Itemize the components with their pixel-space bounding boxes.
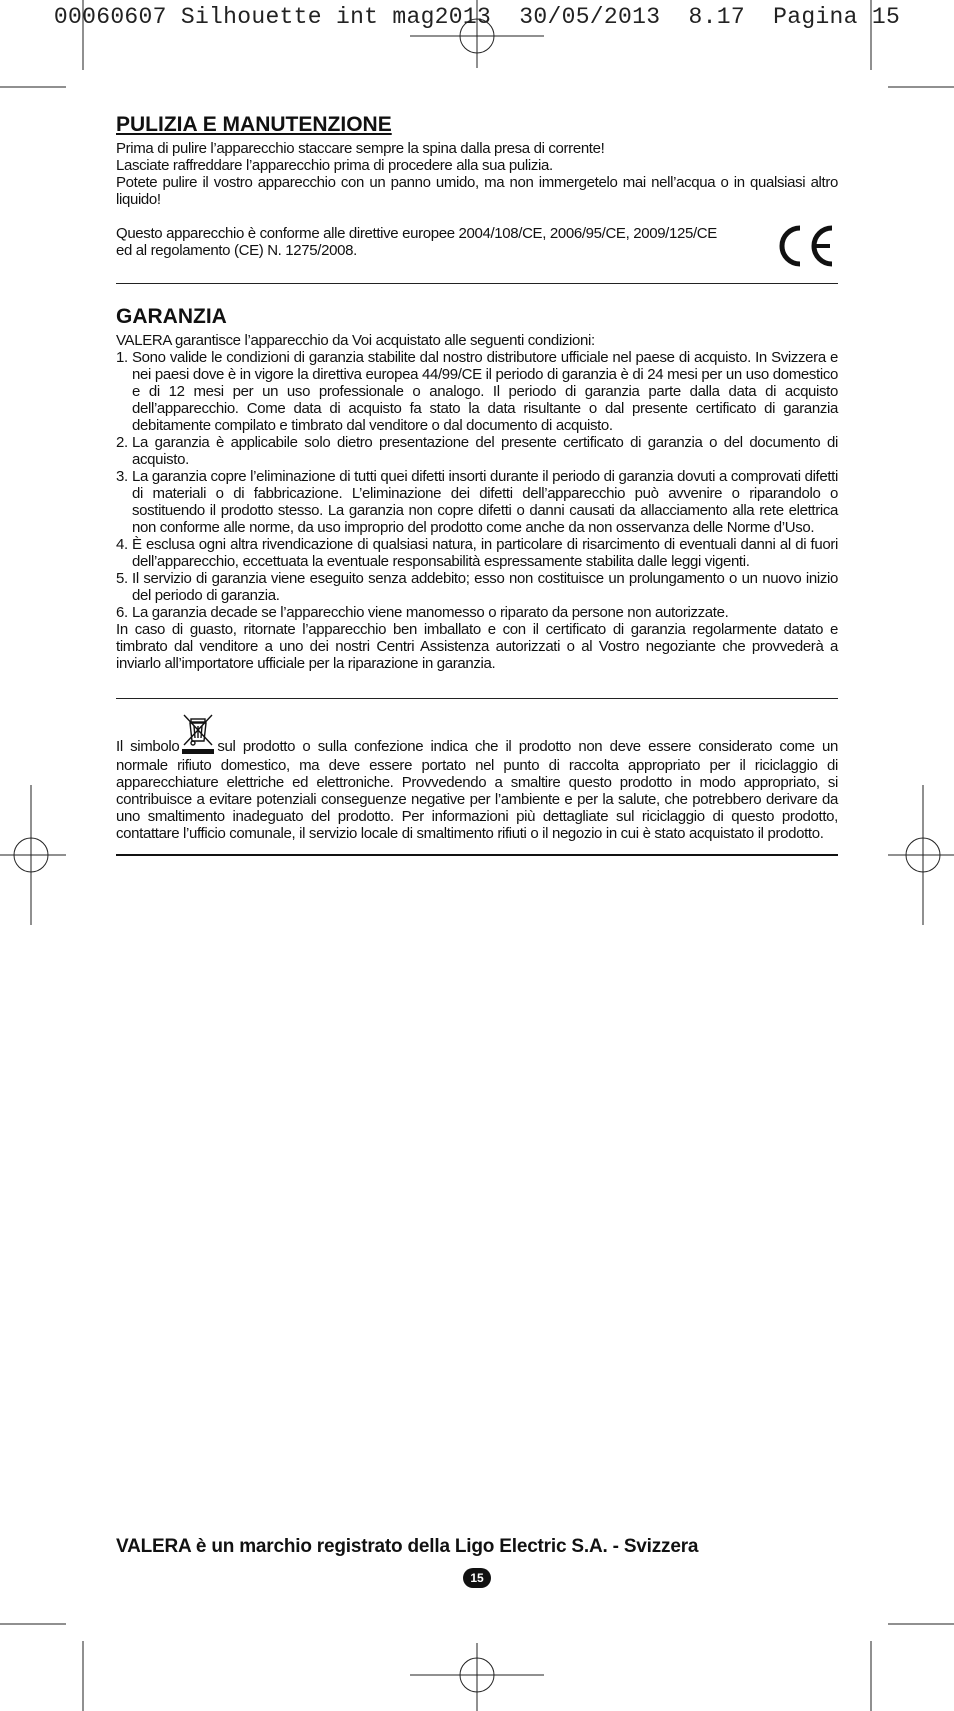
list-item-text: Sono valide le condizioni di garanzia stabilite dal nostro distributore ufficiale nel paese di acquisto. In Svizzera e nei paesi dove è in vigore la direttiva europea 44/99/CE il periodo di garanzia è di 24 mesi per un uso domestico e di 12 mesi per un uso professionale o analogo. Il periodo di garanzia parte dalla data di acquisto dell’apparecchio. Come data di acquisto fa stato la data risultante o dal presente certificato di garanzia debitamente compilato e timbrato dal venditore o dal documento di acquisto.	[132, 349, 838, 435]
page-number: 15	[463, 1568, 491, 1588]
warranty-conditions	[116, 349, 838, 621]
brand-trademark-note: VALERA è un marchio registrato della Ligo Electric S.A. - Svizzera	[116, 1536, 699, 1557]
list-item-text: La garanzia decade se l’apparecchio viene manomesso o riparato da persone non autorizzate.	[132, 604, 729, 622]
disposal-text	[116, 713, 838, 842]
crossed-out-wheelie-bin-icon	[180, 713, 216, 757]
warranty-outro: In caso di guasto, ritornate l’apparecchio ben imballato e con il certificato di garanzia regolarmente datato e timbrato dal venditore a uno dei nostri Centri Assistenza autorizzati o al Vostro negoziante che provvederà a inviarlo all’importatore ufficiale per la riparazione in garanzia.	[116, 621, 838, 673]
cleaning-line-3: Potete pulire il vostro apparecchio con un panno umido, ma non immergetelo mai nell’acqua o in qualsiasi altro liquido!	[116, 174, 838, 209]
cleaning-section	[116, 112, 838, 284]
list-item	[116, 536, 838, 570]
printer-slug: 00060607 Silhouette int mag2013 30/05/2013 8.17 Pagina 15	[53, 4, 901, 30]
list-item-text: La garanzia copre l’eliminazione di tutti quei difetti insorti durante il periodo di garanzia dovuti a comprovati difetti di materiali o di fabbricazione. L’eliminazione dei difetti dell’apparecchio può avvenire o riparandolo o sostituendo il prodotto stesso. La garanzia non copre difetti o danni causati da allacciamento alla rete elettrica non conforme alle norme, da uso improprio del prodotto come anche da non osservanza delle Norme d’Uso.	[132, 468, 838, 537]
divider	[116, 854, 838, 856]
divider	[116, 283, 838, 284]
disposal-text-after: sul prodotto o sulla confezione indica che il prodotto non deve essere considerato come un normale rifiuto domestico, ma deve essere portato nel punto di raccolta appropriato per il riciclaggio di apparecchiature elettriche ed elettroniche. Provvedendo a smaltire questo prodotto in modo appropriato, si contribuisce a evitare potenziali conseguenze negative per l’ambiente e per la salute, che potrebbero derivare da uno smaltimento inadeguato del prodotto. Per informazioni più dettagliate sul riciclaggio di questo prodotto, contattare l’ufficio comunale, il servizio locale di smaltimento rifiuti o il negozio in cui è stato acquistato il prodotto.	[116, 738, 838, 843]
cleaning-line-1: Prima di pulire l’apparecchio staccare sempre la spina dalla presa di corrente!	[116, 140, 605, 158]
disposal-section	[116, 713, 838, 856]
list-item	[116, 604, 838, 621]
disposal-text-before: Il simbolo	[116, 738, 180, 756]
warranty-title: GARANZIA	[116, 305, 227, 329]
list-item-number: 5.	[116, 570, 128, 588]
list-item-number: 1.	[116, 349, 128, 367]
conformity-text: Questo apparecchio è conforme alle direttive europee 2004/108/CE, 2006/95/CE, 2009/125/CE ed al regolamento (CE) N. 1275/2008.	[116, 225, 717, 260]
ce-mark-icon	[776, 223, 838, 269]
list-item	[116, 468, 838, 536]
list-item-number: 3.	[116, 468, 128, 486]
list-item-text: Il servizio di garanzia viene eseguito senza addebito; esso non costituisce un prolungamento o un nuovo inizio del periodo di garanzia.	[132, 570, 838, 605]
list-item-number: 4.	[116, 536, 128, 554]
divider	[116, 698, 838, 699]
conformity-row	[116, 225, 838, 269]
list-item-number: 6.	[116, 604, 128, 622]
cleaning-line-2: Lasciate raffreddare l’apparecchio prima di procedere alla sua pulizia.	[116, 157, 553, 175]
list-item-text: È esclusa ogni altra rivendicazione di qualsiasi natura, in particolare di risarcimento di eventuali danni al di fuori dell’apparecchio, eccettuata la eventuale responsabilità espressamente stabilita dalle leggi vigenti.	[132, 536, 838, 571]
list-item	[116, 570, 838, 604]
list-item	[116, 349, 838, 434]
warranty-intro: VALERA garantisce l’apparecchio da Voi acquistato alle seguenti condizioni:	[116, 332, 595, 350]
list-item	[116, 434, 838, 468]
warranty-section	[116, 304, 838, 699]
list-item-number: 2.	[116, 434, 128, 452]
list-item-text: La garanzia è applicabile solo dietro presentazione del presente certificato di garanzia o del documento di acquisto.	[132, 434, 838, 469]
cleaning-title: PULIZIA E MANUTENZIONE	[116, 113, 392, 136]
page-content	[116, 112, 838, 856]
